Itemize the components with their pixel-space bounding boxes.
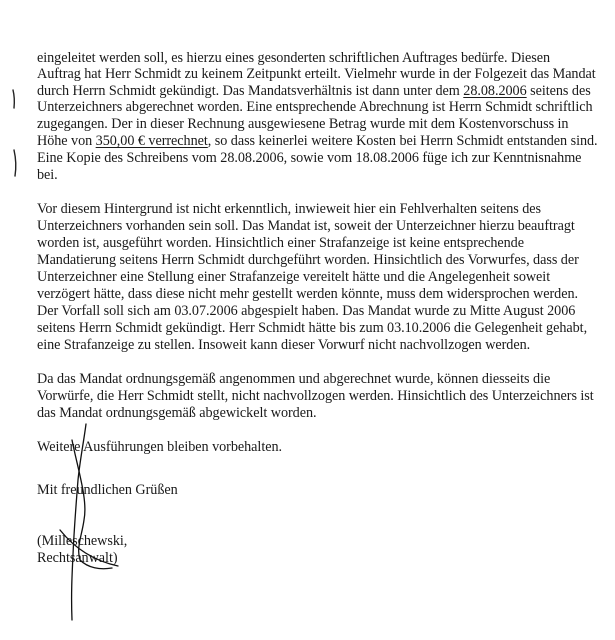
- para2-line4: Mandatierung seitens Herrn Schmidt durchgeführt worden. Hinsichtlich des Vorwurfes, dass der: [37, 252, 579, 268]
- para1-line1: eingeleitet werden soll, es hierzu eines gesonderten schriftlichen Auftrages bedürfe. Diesen: [37, 50, 551, 66]
- para1-line6: [37, 133, 598, 149]
- para2-line3: worden ist, ausgeführt worden. Hinsichtlich einer Strafanzeige ist keine entsprechende: [37, 235, 524, 251]
- para3-line3: das Mandat ordnungsgemäß abgewickelt worden.: [37, 405, 317, 421]
- para3-line1: Da das Mandat ordnungsgemäß angenommen und abgerechnet wurde, können diesseits die: [37, 371, 551, 387]
- para3-line2: Vorwürfe, die Herr Schmidt stellt, nicht nachvollzogen werden. Hinsichtlich des Unterzeichners ist: [37, 388, 594, 404]
- signer-name: (Milleschewski,: [37, 533, 128, 549]
- para1-line6-end: , so dass keinerlei weitere Kosten bei Herrn Schmidt entstanden sind.: [207, 133, 598, 149]
- margin-mark-bottom: [14, 150, 16, 176]
- underlined-amount: 350,00 € verrechnet: [95, 133, 208, 149]
- para2-line2: Unterzeichners vorhanden sein soll. Das Mandat ist, soweit der Unterzeichner hierzu beauftragt: [37, 218, 575, 234]
- para2-line9: eine Strafanzeige zu stellen. Insoweit kann dieser Vorwurf nicht nachvollzogen werden.: [37, 337, 531, 353]
- para2-line6: verzögert hätte, dass diese nicht mehr gestellt werden könnte, muss dem widersprochen werden.: [37, 286, 579, 302]
- para2-line1: Vor diesem Hintergrund ist nicht erkenntlich, inwieweit hier ein Fehlverhalten seitens des: [37, 201, 542, 217]
- para1-line8: bei.: [37, 167, 58, 183]
- para1-line6-start: Höhe von: [37, 133, 96, 149]
- para1-line4: Unterzeichners abgerechnet worden. Eine entsprechende Abrechnung ist Herrn Schmidt schriftlich: [37, 99, 593, 115]
- para2-line8: seitens Herrn Schmidt gekündigt. Herr Schmidt hätte bis zum 03.10.2006 die Gelegenheit gehabt,: [37, 320, 588, 336]
- para1-line3-text: durch Herrn Schmidt gekündigt. Das Mandatsverhältnis ist dann unter dem: [37, 83, 460, 99]
- para2-line5: Unterzeichner eine Stellung einer Strafanzeige vereitelt hätte und die Angelegenheit soweit: [37, 269, 551, 285]
- para1-line2: Auftrag hat Herr Schmidt zu keinem Zeitpunkt erteilt. Vielmehr wurde in der Folgezeit das Mandat: [37, 66, 596, 82]
- para1-line3-end: seitens des: [526, 83, 591, 99]
- reservation-line: Weitere Ausführungen bleiben vorbehalten.: [37, 439, 283, 455]
- para1-line7: Eine Kopie des Schreibens vom 28.08.2006, sowie vom 18.08.2006 füge ich zur Kenntnisnahme: [37, 150, 582, 166]
- signer-title: Rechtsanwalt): [37, 550, 118, 566]
- para1-line3: [37, 83, 591, 99]
- para2-line7: Der Vorfall soll sich am 03.07.2006 abgespielt haben. Das Mandat wurde zu Mitte August 2006: [37, 303, 576, 319]
- closing-greeting: Mit freundlichen Grüßen: [37, 482, 178, 498]
- para1-line5: zugegangen. Der in dieser Rechnung ausgewiesene Betrag wurde mit dem Kostenvorschuss in: [37, 116, 569, 132]
- underlined-date: 28.08.2006: [463, 83, 527, 99]
- margin-mark-top: [13, 90, 14, 108]
